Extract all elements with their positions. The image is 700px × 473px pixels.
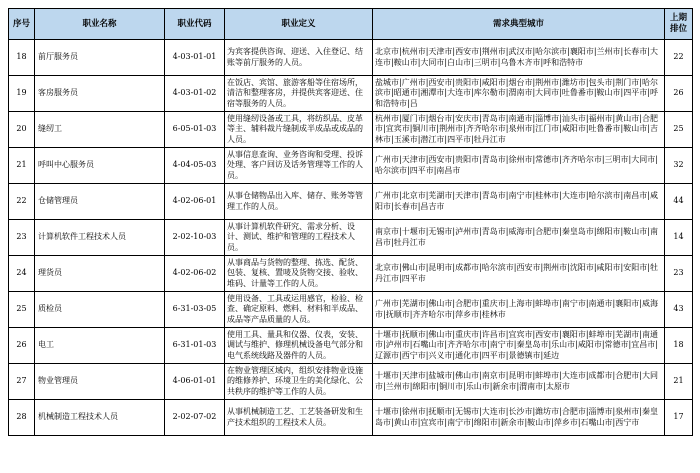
row-code: 2-02-07-02 [165,400,225,436]
row-cities: 北京市|杭州市|天津市|西安市|荆州市|武汉市|哈尔滨市|襄阳市|兰州市|长春市|大连市|鞍山市|大同市|白山市|三明市|乌鲁木齐市|呼和浩特市 [373,40,665,76]
row-num: 25 [9,292,35,328]
row-num: 23 [9,220,35,256]
header-cities: 需求典型城市 [373,9,665,40]
table-row [9,328,693,364]
row-title: 电工 [35,328,165,364]
row-title: 呼叫中心服务员 [35,148,165,184]
row-code: 4-03-01-02 [165,76,225,112]
table-row [9,148,693,184]
row-rank: 21 [665,364,693,400]
row-num: 26 [9,328,35,364]
row-cities: 十堰市|抚顺市|佛山市|重庆市|许昌市|宜宾市|西安市|襄阳市|蚌埠市|芜湖市|南通市|泸州市|石嘴山市|齐齐哈尔市|南宁市|秦皇岛市|乐山市|咸阳市|常德市|宜昌市|辽源市|西宁市|兴义市|通化市|四平市|景德镇市|延边 [373,328,665,364]
row-title: 质检员 [35,292,165,328]
row-cities: 盐城市|广州市|西安市|贵阳市|咸阳市|烟台市|荆州市|潍坊市|包头市|荆门市|哈尔滨市|昭通市|湘潭市|大连市|库尔勒市|渭南市|大同市|吐鲁番市|鞍山市|四平市|呼和浩特市|吕 [373,76,665,112]
row-num: 22 [9,184,35,220]
row-rank: 22 [665,40,693,76]
header-title: 职业名称 [35,9,165,40]
row-cities: 广州市|天津市|西安市|贵阳市|青岛市|徐州市|常德市|齐齐哈尔市|三明市|大同市|哈尔滨市|四平市|南昌市 [373,148,665,184]
table-body [9,40,693,436]
row-code: 6-31-03-05 [165,292,225,328]
row-definition: 为宾客提供咨询、迎送、入住登记、结账等前厅服务的人员。 [225,40,373,76]
table-row [9,220,693,256]
row-definition: 在物业管理区域内，组织安排物业设施的维修养护、环境卫生的美化绿化、公共秩序的维护等工作的人员。 [225,364,373,400]
row-title: 仓储管理员 [35,184,165,220]
row-code: 2-02-10-03 [165,220,225,256]
row-title: 客房服务员 [35,76,165,112]
row-cities: 杭州市|厦门市|烟台市|安庆市|青岛市|南通市|淄博市|汕头市|福州市|黄山市|合肥市|宜宾市|铜川市|荆州市|齐齐哈尔市|泉州市|江门市|咸阳市|吐鲁番市|鞍山市|吉林市|玉溪市|潜江市|四平市|牡丹江市 [373,112,665,148]
table-row [9,400,693,436]
header-rank: 上期 排位 [665,9,693,40]
row-code: 4-02-06-02 [165,256,225,292]
row-definition: 从事机械制造工艺、工艺装备研发和生产技术组织的工程技术人员。 [225,400,373,436]
table-header-row [9,9,693,40]
row-rank: 44 [665,184,693,220]
table-row [9,76,693,112]
row-code: 4-06-01-01 [165,364,225,400]
row-rank: 32 [665,148,693,184]
job-demand-table [8,8,693,436]
header-definition: 职业定义 [225,9,373,40]
row-code: 4-04-05-03 [165,148,225,184]
row-title: 机械制造工程技术人员 [35,400,165,436]
row-definition: 从事信息查询、业务咨询和受理、投诉处理、客户回访及话务管理等工作的人员。 [225,148,373,184]
row-num: 24 [9,256,35,292]
table-row [9,40,693,76]
row-title: 物业管理员 [35,364,165,400]
table-row [9,184,693,220]
table-row [9,256,693,292]
row-rank: 25 [665,112,693,148]
header-code: 职业代码 [165,9,225,40]
table-row [9,292,693,328]
row-title: 前厅服务员 [35,40,165,76]
row-rank: 18 [665,328,693,364]
row-rank: 26 [665,76,693,112]
row-rank: 43 [665,292,693,328]
row-title: 缝纫工 [35,112,165,148]
row-definition: 从事仓储物品出入库、储存、账务等管理工作的人员。 [225,184,373,220]
table-row [9,112,693,148]
row-cities: 广州市|芜湖市|佛山市|合肥市|重庆市|上海市|蚌埠市|南宁市|南通市|襄阳市|威海市|抚顺市|齐齐哈尔市|萍乡市|桂林市 [373,292,665,328]
row-definition: 使用工具、量具和仪器、仪表，安装、调试与维护、修理机械设备电气部分和电气系统线路及器件的人员。 [225,328,373,364]
row-num: 27 [9,364,35,400]
row-title: 计算机软件工程技术人员 [35,220,165,256]
row-cities: 北京市|佛山市|昆明市|成都市|哈尔滨市|西安市|荆州市|沈阳市|咸阳市|安阳市|牡丹江市|四平市 [373,256,665,292]
header-num: 序号 [9,9,35,40]
row-rank: 14 [665,220,693,256]
row-num: 19 [9,76,35,112]
row-definition: 从事商品与货物的整理、拣选、配货、包装、复核、置唛及货物交接、验收、堆码、计量等工作的人员。 [225,256,373,292]
row-code: 6-05-01-03 [165,112,225,148]
row-cities: 广州市|北京市|芜湖市|天津市|青岛市|南宁市|桂林市|大连市|哈尔滨市|南昌市|咸阳市|长春市|昌吉市 [373,184,665,220]
row-definition: 在饭店、宾馆、旅游客船等住宿场所，清洁和整理客房，并提供宾客迎送、住宿等服务的人员。 [225,76,373,112]
row-num: 18 [9,40,35,76]
row-title: 理货员 [35,256,165,292]
job-table-container [8,8,692,436]
row-rank: 17 [665,400,693,436]
row-code: 6-31-01-03 [165,328,225,364]
table-row [9,364,693,400]
row-cities: 十堰市|徐州市|抚顺市|无锡市|大连市|长沙市|潍坊市|合肥市|淄博市|泉州市|秦皇岛市|黄山市|宜宾市|南宁市|绵阳市|新余市|鞍山市|萍乡市|石嘴山市|西宁市 [373,400,665,436]
row-cities: 南京市|十堰市|无锡市|泸州市|青岛市|威海市|合肥市|秦皇岛市|绵阳市|鞍山市|南昌市|牡丹江市 [373,220,665,256]
row-num: 28 [9,400,35,436]
row-num: 21 [9,148,35,184]
row-code: 4-02-06-01 [165,184,225,220]
row-code: 4-03-01-01 [165,40,225,76]
row-definition: 从事计算机软件研究、需求分析、设计、测试、维护和管理的工程技术人员。 [225,220,373,256]
row-rank: 23 [665,256,693,292]
row-cities: 十堰市|天津市|盐城市|佛山市|南京市|昆明市|蚌埠市|大连市|成都市|合肥市|大同市|兰州市|绵阳市|铜川市|乐山市|新余市|渭南市|太原市 [373,364,665,400]
row-num: 20 [9,112,35,148]
row-definition: 使用设备、工具或运用感官，检验、检查、确定原料、燃料、材料和半成品、成品等产品质量的人员。 [225,292,373,328]
row-definition: 使用缝纫设备或工具，将纺织品、皮革等主、辅料裁片缝制成半成品或成品的人员。 [225,112,373,148]
